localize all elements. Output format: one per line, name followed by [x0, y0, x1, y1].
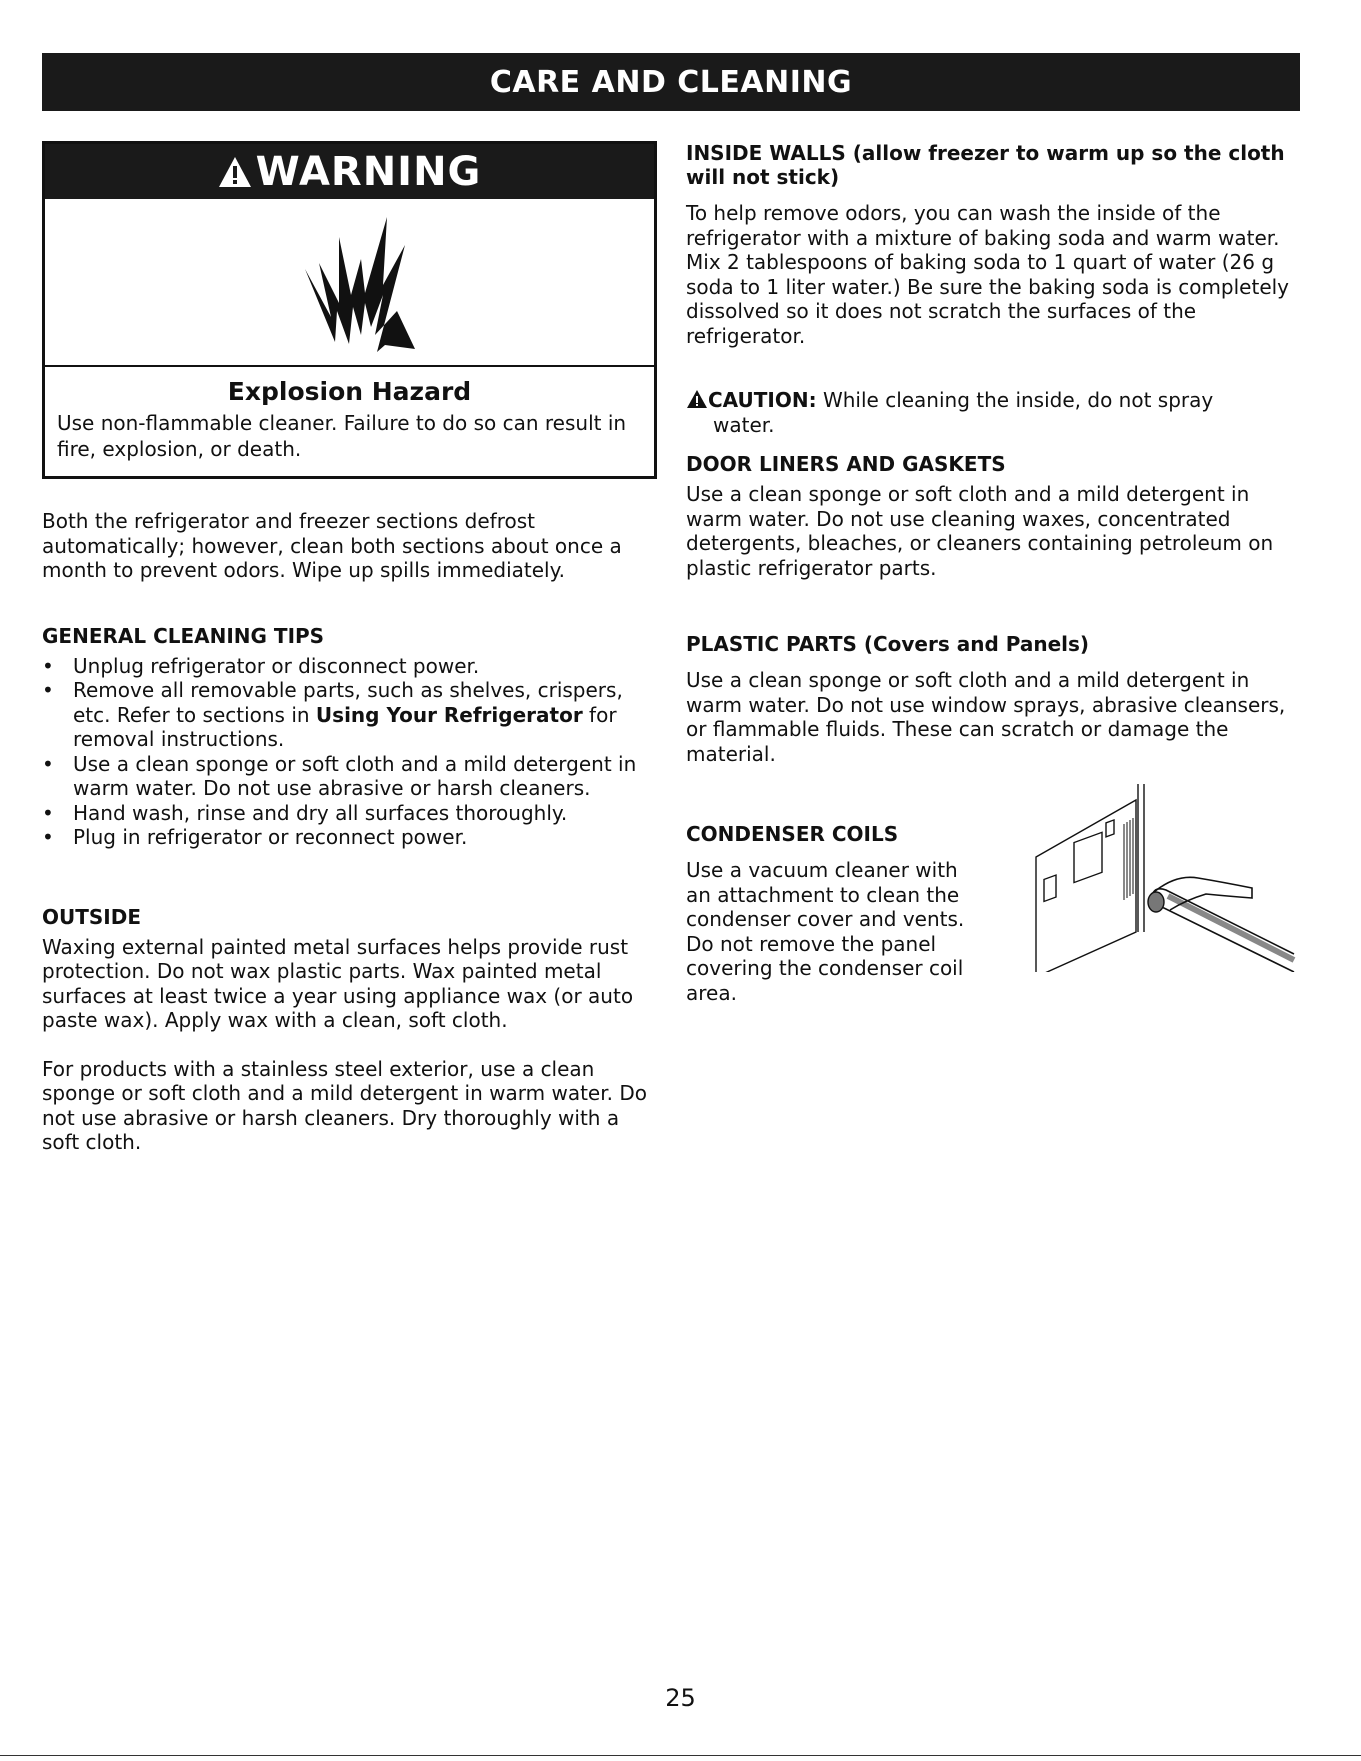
page-number: 25 [665, 1684, 696, 1712]
general-cleaning-section [42, 624, 657, 850]
door-liners-heading: DOOR LINERS AND GASKETS [686, 452, 1006, 476]
caution-label: CAUTION: [708, 388, 817, 412]
left-column [42, 141, 657, 1155]
explosion-icon [265, 207, 435, 357]
caution-note [686, 388, 1301, 438]
door-liners-paragraph: Use a clean sponge or soft cloth and a mild detergent in warm water. Do not use cleaning waxes, concentrated detergents, bleaches, or cleaners containing petroleum on plastic refrigerator parts. [686, 482, 1274, 580]
plastic-parts-heading: PLASTIC PARTS (Covers and Panels) [686, 632, 1090, 656]
caution-text: While cleaning the inside, do not spray [816, 388, 1214, 412]
list-item: • Remove all removable parts, such as shelves, crispers, etc. Refer to sections in Using Your Refrigerator for removal instructions. [42, 678, 657, 752]
general-cleaning-list [42, 654, 657, 850]
page-header [42, 53, 1300, 111]
list-item: • Use a clean sponge or soft cloth and a mild detergent in warm water. Do not use abrasive or harsh cleaners. [42, 752, 657, 801]
inside-walls-paragraph: To help remove odors, you can wash the inside of the refrigerator with a mixture of baking soda and warm water. Mix 2 tablespoons of baking soda to 1 quart of water (26 g soda to 1 liter water.) Be sure the baking soda is completely dissolved so it does not scratch the surfaces of the refrigerator. [686, 201, 1290, 348]
hazard-title: Explosion Hazard [227, 377, 472, 406]
right-column [686, 141, 1301, 1005]
warning-triangle-icon [218, 156, 252, 188]
vacuum-condenser-illustration [1026, 782, 1296, 972]
outside-heading: OUTSIDE [42, 904, 141, 929]
list-item: • Unplug refrigerator or disconnect power. [42, 654, 657, 679]
general-cleaning-heading: GENERAL CLEANING TIPS [42, 623, 325, 648]
condenser-heading: CONDENSER COILS [686, 822, 899, 846]
section-reference: Using Your Refrigerator [315, 702, 583, 727]
plastic-parts-section [686, 632, 1301, 766]
plastic-parts-paragraph: Use a clean sponge or soft cloth and a mild detergent in warm water. Do not use window sprays, abrasive cleansers, or flammable fluids. These can scratch or damage the material. [686, 668, 1286, 766]
outside-section [42, 905, 657, 1155]
warning-header [45, 144, 654, 199]
list-item: • Hand wash, rinse and dry all surfaces thoroughly. [42, 801, 657, 826]
condenser-section [686, 822, 1301, 1005]
condenser-paragraph: Use a vacuum cleaner with an attachment to clean the condenser cover and vents. Do not remove the panel covering the condenser coil area. [686, 858, 965, 1005]
warning-box [42, 141, 657, 479]
page-title: CARE AND CLEANING [489, 64, 853, 100]
outside-paragraph-1: Waxing external painted metal surfaces helps provide rust protection. Do not wax plastic parts. Wax painted metal surfaces at least twice a year using appliance wax (or auto paste wax). Apply wax with a clean, soft cloth. [42, 934, 634, 1032]
door-liners-section [686, 452, 1301, 580]
bottom-rule [0, 1755, 1361, 1756]
inside-walls-section [686, 141, 1301, 438]
explosion-pictogram [45, 199, 654, 367]
outside-paragraph-2: For products with a stainless steel exterior, use a clean sponge or soft cloth and a mild detergent in warm water. Do not use abrasive or harsh cleaners. Dry thoroughly with a soft cloth. [42, 1056, 647, 1154]
list-item: • Plug in refrigerator or reconnect power. [42, 825, 657, 850]
inside-walls-heading: INSIDE WALLS (allow freezer to warm up so the cloth will not stick) [686, 141, 1285, 189]
intro-paragraph: Both the refrigerator and freezer sections defrost automatically; however, clean both sections about once a month to prevent odors. Wipe up spills immediately. [42, 509, 622, 582]
warning-label: WARNING [255, 148, 482, 195]
caution-text-cont: water. [713, 413, 775, 437]
caution-triangle-icon [686, 389, 708, 409]
hazard-text: Use non-flammable cleaner. Failure to do so can result in fire, explosion, or death. [57, 411, 627, 461]
